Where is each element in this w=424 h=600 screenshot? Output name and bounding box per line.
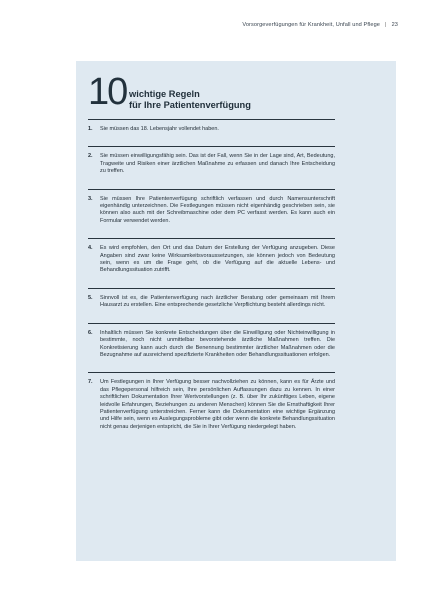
big-number: 10: [88, 71, 127, 113]
rule-number: 6.: [88, 329, 93, 336]
rule-number: 2.: [88, 153, 93, 160]
rule-item: [88, 119, 335, 141]
rule-text: Inhaltlich müssen Sie konkrete Entscheidungen über die Einwilligung oder Nichteinwilligung in bestimmte, noch nicht unmittelbar bevorstehende ärztliche Maßnahmen treffen. Die Konkretisierung kann auch durch die Benennung bestimmter ärztlicher Maßnahmen oder die Bezugnahme auf ausreichend spezifizierte Krankheiten oder Behandlungssituationen erfolgen.: [100, 329, 335, 358]
heading-line-1: wichtige Regeln: [129, 89, 200, 99]
page-number: 23: [391, 22, 398, 28]
rule-text: Sinnvoll ist es, die Patientenverfügung nach ärztlicher Beratung oder gemeinsam mit Ihrem Hausarzt zu erstellen. Eine entsprechende gesetzliche Verpflichtung besteht allerdings nicht.: [100, 294, 335, 309]
heading-line-2: für Ihre Patientenverfügung: [129, 99, 251, 110]
rule-text: Es wird empfohlen, den Ort und das Datum der Erstellung der Verfügung anzugeben. Diese Angaben sind zwar keine Wirksamkeitsvoraussetzungen, sie können jedoch von Bedeutung sein, wenn es um die Frage geht, ob die Verfügung auf die aktuelle Lebens- und Behandlungssituation zutrifft.: [100, 245, 335, 274]
rule-item: [88, 372, 335, 439]
rules-box: [76, 61, 396, 561]
rule-text: Sie müssen einwilligungsfähig sein. Das ist der Fall, wenn Sie in der Lage sind, Art, Bedeutung, Tragweite und Risiken einer ärztlichen Maßnahme zu erfassen und danach Ihre Entscheidung zu treffen.: [100, 153, 335, 175]
rule-item: [88, 288, 335, 318]
rule-text: Sie müssen Ihre Patientenverfügung schriftlich verfassen und durch Namensunterschrift eigenhändig unterzeichnen. Die Festlegungen müssen nicht eigenhändig geschrieben sein, sie können also auch mit der Schreibmaschine oder dem PC verfasst werden. Es kann auch ein Formular verwendet werden.: [100, 195, 335, 224]
rule-number: 4.: [88, 245, 93, 252]
rule-number: 7.: [88, 379, 93, 386]
rule-text: Sie müssen das 18. Lebensjahr vollendet haben.: [100, 126, 219, 132]
rule-text: Um Festlegungen in Ihrer Verfügung besser nachvollziehen zu können, kann es für Ärzte und das Pflegepersonal hilfreich sein, Ihre persönlichen Auffassungen dazu zu kennen. In einer schriftlichen Dokumentation Ihrer Wertvorstellungen (z. B. über Ihr zukünftiges Leben, eigene leidvolle Erfahrungen, Beziehungen zu anderen Menschen) können Sie die Ernsthaftigkeit Ihrer Patientenverfügung unterstreichen. Ferner kann die Dokumentation eine wichtige Ergänzung und Hilfe sein, wenn es Auslegungsprobleme gibt oder wenn die konkrete Behandlungssituation nicht genau derjenigen entspricht, die Sie in Ihrer Verfügung niedergelegt haben.: [100, 379, 335, 430]
rule-item: [88, 323, 335, 368]
running-header: [242, 22, 398, 28]
rule-number: 5.: [88, 294, 93, 301]
box-heading: [129, 89, 309, 110]
rule-item: [88, 146, 335, 183]
rule-item: [88, 189, 335, 234]
header-separator: |: [385, 22, 387, 28]
rule-item: [88, 238, 335, 283]
rule-number: 3.: [88, 195, 93, 202]
rule-number: 1.: [88, 126, 93, 132]
rules-list: [88, 119, 335, 444]
section-title: Vorsorgeverfügungen für Krankheit, Unfall und Pflege: [242, 22, 380, 28]
